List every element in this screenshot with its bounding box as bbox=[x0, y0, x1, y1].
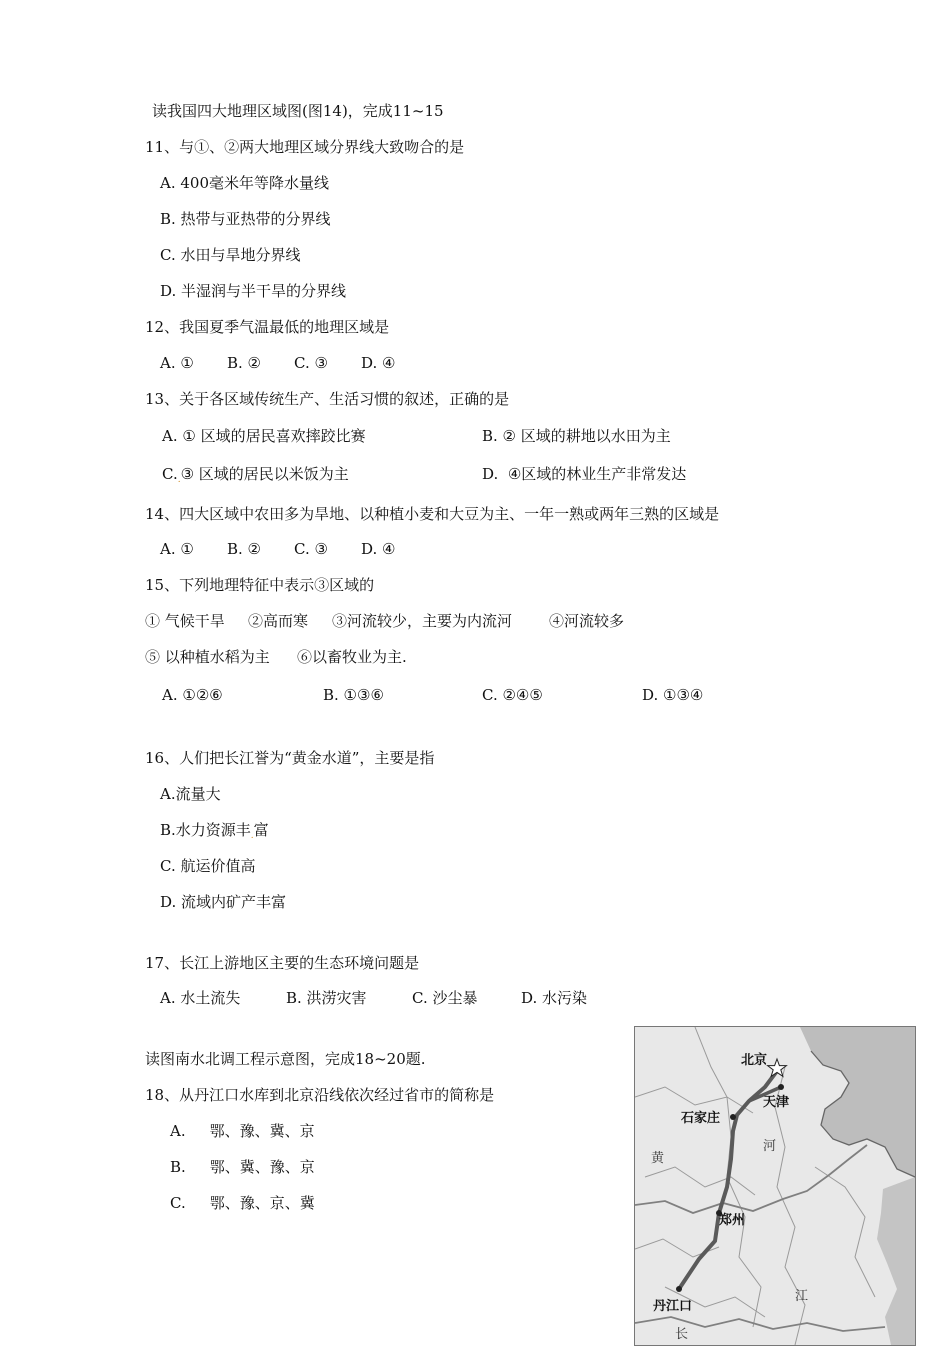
intro-line-2: 读图南水北调工程示意图，完成18~20题. bbox=[145, 1050, 426, 1068]
option-letter: D. bbox=[482, 465, 499, 483]
question-17-stem: 17、长江上游地区主要的生态环境问题是 bbox=[145, 954, 420, 972]
question-12-option-b: B. ② bbox=[227, 354, 262, 372]
question-16-option-d: D. 流域内矿产丰富 bbox=[160, 893, 287, 911]
danjiangkou-label: 丹江口 bbox=[653, 1299, 693, 1314]
tianjin-label: 天津 bbox=[763, 1095, 790, 1110]
question-12-stem: 12、我国夏季气温最低的地理区域是 bbox=[145, 318, 390, 336]
question-17-option-b: B. 洪涝灾害 bbox=[286, 989, 367, 1007]
question-13-option-d bbox=[482, 464, 686, 484]
question-15-stem: 15、下列地理特征中表示③区域的 bbox=[145, 576, 375, 594]
option-text-end: 富 bbox=[253, 821, 269, 839]
question-15-option-b: B. ①③⑥ bbox=[323, 686, 384, 704]
question-15-option-a: A. ①②⑥ bbox=[162, 686, 223, 704]
question-18-option-c bbox=[170, 1193, 315, 1213]
question-16-option-c: C. 航运价值高 bbox=[160, 857, 256, 875]
option-letter: A. bbox=[170, 1122, 186, 1140]
question-15-feature-5: ⑤ 以种植水稻为主 bbox=[145, 648, 270, 666]
question-16-option-b bbox=[160, 820, 269, 843]
question-14-stem: 14、四大区域中农田多为旱地、以种植小麦和大豆为主、一年一熟或两年三熟的区域是 bbox=[145, 505, 720, 523]
river-char-huang: 黄 bbox=[651, 1151, 665, 1166]
question-14-option-d: D. ④ bbox=[361, 540, 396, 558]
question-18-option-b bbox=[170, 1157, 315, 1177]
option-text: 鄂、豫、冀、京 bbox=[209, 1122, 315, 1140]
beijing-label: 北京 bbox=[741, 1053, 768, 1068]
question-14-option-a: A. ① bbox=[160, 540, 194, 558]
stray-mark: . bbox=[177, 475, 181, 485]
question-11-option-b: B. 热带与亚热带的分界线 bbox=[160, 210, 331, 228]
question-13-option-b: B. ② 区域的耕地以水田为主 bbox=[482, 427, 671, 445]
option-letter: C. bbox=[162, 465, 178, 483]
question-15-feature-3: ③河流较少，主要为内流河 bbox=[332, 612, 513, 630]
option-text: ④区域的林业生产非常发达 bbox=[507, 465, 687, 483]
option-text: 鄂、豫、京、冀 bbox=[209, 1194, 315, 1212]
stray-mark: . bbox=[250, 831, 254, 841]
river-char-he: 河 bbox=[763, 1139, 777, 1154]
danjiangkou-dot bbox=[676, 1286, 682, 1292]
question-14-option-b: B. ② bbox=[227, 540, 262, 558]
option-text: B.水力资源丰 bbox=[160, 821, 251, 839]
option-letter: B. bbox=[170, 1158, 186, 1176]
question-15-option-d: D. ①③④ bbox=[642, 686, 704, 704]
question-12-option-d: D. ④ bbox=[361, 354, 396, 372]
option-text: ③ 区域的居民以米饭为主 bbox=[180, 465, 349, 483]
question-11-option-d: D. 半湿润与半干旱的分界线 bbox=[160, 282, 347, 300]
question-17-option-c: C. 沙尘暴 bbox=[412, 989, 478, 1007]
question-18-option-a bbox=[170, 1121, 315, 1141]
question-15-option-c: C. ②④⑤ bbox=[482, 686, 543, 704]
question-13-stem: 13、关于各区域传统生产、生活习惯的叙述，正确的是 bbox=[145, 390, 510, 408]
question-12-option-a: A. ① bbox=[160, 354, 194, 372]
question-16-option-a: A.流量大 bbox=[160, 785, 221, 803]
question-16-stem: 16、人们把长江誉为“黄金水道”，主要是指 bbox=[145, 749, 435, 767]
intro-line: 读我国四大地理区域图(图14)，完成11~15 bbox=[152, 102, 444, 120]
river-char-jiang: 江 bbox=[795, 1289, 809, 1304]
question-13-option-c bbox=[162, 464, 349, 487]
question-15-feature-1: ① 气候干旱 bbox=[145, 612, 225, 630]
zhengzhou-label: 郑州 bbox=[719, 1213, 746, 1228]
question-11-stem: 11、与①、②两大地理区域分界线大致吻合的是 bbox=[145, 138, 465, 156]
option-letter: C. bbox=[170, 1194, 186, 1212]
question-14-option-c: C. ③ bbox=[294, 540, 328, 558]
question-17-option-a: A. 水土流失 bbox=[160, 989, 241, 1007]
option-text: 鄂、冀、豫、京 bbox=[209, 1158, 315, 1176]
question-15-feature-6: ⑥以畜牧业为主. bbox=[297, 648, 407, 666]
question-15-feature-2: ②高而寒 bbox=[248, 612, 309, 630]
shijiazhuang-label: 石家庄 bbox=[681, 1111, 721, 1126]
shijiazhuang-dot bbox=[730, 1114, 736, 1120]
question-11-option-c: C. 水田与旱地分界线 bbox=[160, 246, 301, 264]
question-13-option-a: A. ① 区域的居民喜欢摔跤比赛 bbox=[162, 427, 366, 445]
question-18-stem: 18、从丹江口水库到北京沿线依次经过省市的简称是 bbox=[145, 1086, 495, 1104]
tianjin-dot bbox=[778, 1084, 784, 1090]
question-17-option-d: D. 水污染 bbox=[521, 989, 588, 1007]
question-15-feature-4: ④河流较多 bbox=[549, 612, 625, 630]
south-north-water-diversion-map bbox=[634, 1026, 916, 1346]
question-11-option-a: A. 400毫米年等降水量线 bbox=[160, 174, 329, 192]
question-12-option-c: C. ③ bbox=[294, 354, 328, 372]
river-char-chang: 长 bbox=[675, 1327, 689, 1342]
